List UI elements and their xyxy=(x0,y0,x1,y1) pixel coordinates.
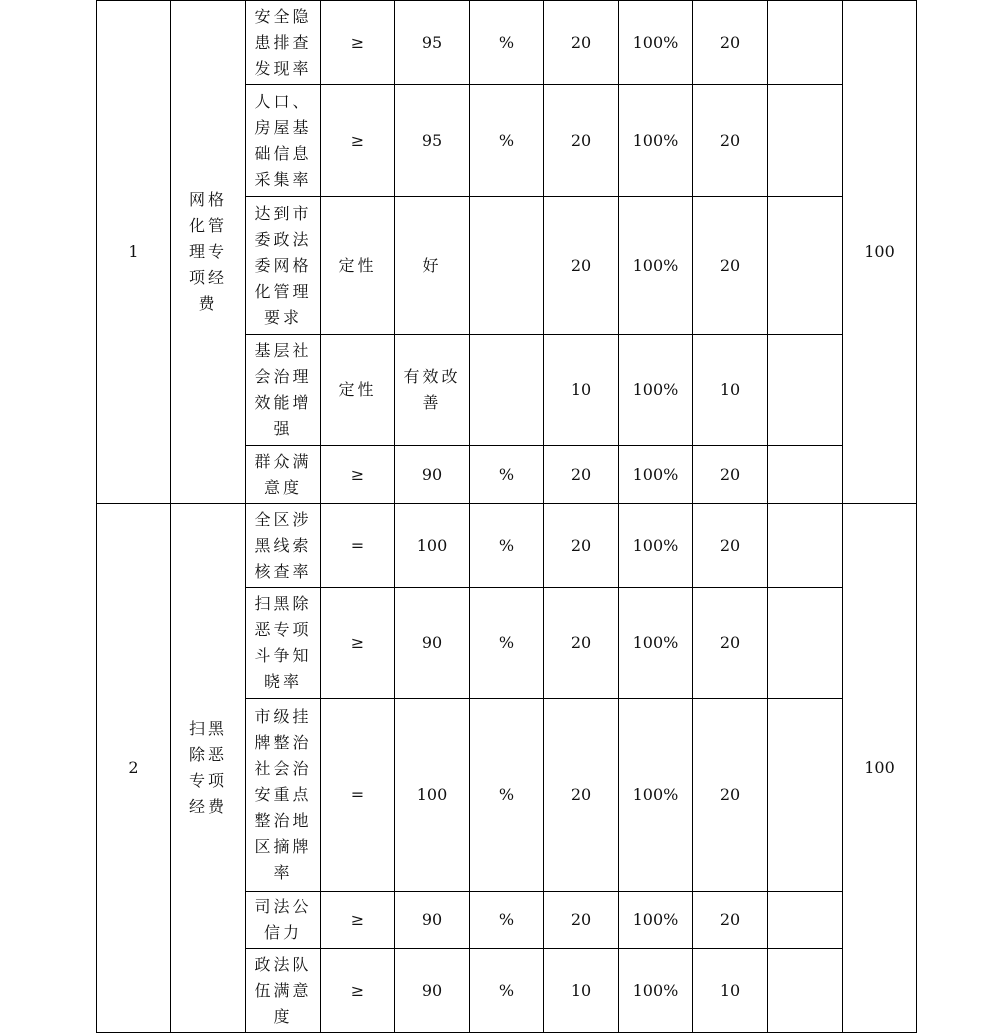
empty-cell xyxy=(768,446,843,504)
score-cell: 20 xyxy=(693,588,768,699)
empty-cell xyxy=(768,335,843,446)
indicator-name: 政法队伍满意度 xyxy=(254,954,312,1026)
seq-cell: 2 xyxy=(97,504,171,1033)
indicator-name: 市级挂牌整治社会治安重点整治地区摘牌率 xyxy=(254,707,312,882)
empty-cell xyxy=(768,1,843,85)
project-name: 扫黑除恶专项经费 xyxy=(188,719,227,816)
project-cell xyxy=(171,1,246,504)
completion-rate-cell: 100% xyxy=(619,1,693,85)
weight-cell: 20 xyxy=(544,588,619,699)
indicator-cell xyxy=(246,892,321,949)
completion-rate-cell: 100% xyxy=(619,85,693,197)
unit-cell: % xyxy=(470,446,544,504)
indicator-cell xyxy=(246,588,321,699)
table-row xyxy=(97,1,917,85)
indicator-cell xyxy=(246,949,321,1033)
completion-rate-cell: 100% xyxy=(619,588,693,699)
operator-cell: ≥ xyxy=(321,446,395,504)
unit-cell: % xyxy=(470,504,544,588)
empty-cell xyxy=(768,699,843,892)
score-cell: 20 xyxy=(693,85,768,197)
weight-cell: 20 xyxy=(544,446,619,504)
indicator-cell xyxy=(246,335,321,446)
target-value-cell: 90 xyxy=(395,949,470,1033)
weight-cell: 20 xyxy=(544,504,619,588)
empty-cell xyxy=(768,85,843,197)
weight-cell: 20 xyxy=(544,85,619,197)
indicator-cell xyxy=(246,446,321,504)
table-row xyxy=(97,504,917,588)
completion-rate-cell: 100% xyxy=(619,699,693,892)
target-value-cell: 100 xyxy=(395,699,470,892)
performance-table xyxy=(96,0,917,1033)
seq-cell: 1 xyxy=(97,1,171,504)
score-cell: 20 xyxy=(693,892,768,949)
target-value-cell: 95 xyxy=(395,1,470,85)
target-value-text: 有效改善 xyxy=(403,367,461,412)
score-cell: 20 xyxy=(693,1,768,85)
empty-cell xyxy=(768,892,843,949)
target-value-cell: 95 xyxy=(395,85,470,197)
unit-cell: % xyxy=(470,699,544,892)
indicator-name: 群众满意度 xyxy=(254,451,312,497)
unit-cell: % xyxy=(470,892,544,949)
indicator-cell xyxy=(246,699,321,892)
weight-cell: 10 xyxy=(544,335,619,446)
completion-rate-cell: 100% xyxy=(619,949,693,1033)
indicator-name: 基层社会治理效能增强 xyxy=(254,341,312,438)
completion-rate-cell: 100% xyxy=(619,197,693,335)
target-value-cell xyxy=(395,335,470,446)
empty-cell xyxy=(768,949,843,1033)
completion-rate-cell: 100% xyxy=(619,335,693,446)
target-value-cell: 90 xyxy=(395,446,470,504)
completion-rate-cell: 100% xyxy=(619,892,693,949)
target-value-cell: 90 xyxy=(395,892,470,949)
indicator-cell xyxy=(246,197,321,335)
completion-rate-cell: 100% xyxy=(619,446,693,504)
weight-cell: 20 xyxy=(544,197,619,335)
target-value-cell: 好 xyxy=(395,197,470,335)
score-cell: 10 xyxy=(693,949,768,1033)
project-cell xyxy=(171,504,246,1033)
indicator-name: 安全隐患排查发现率 xyxy=(254,6,312,78)
score-cell: 20 xyxy=(693,699,768,892)
operator-cell: = xyxy=(321,504,395,588)
project-name: 网格化管理专项经费 xyxy=(188,190,227,313)
empty-cell xyxy=(768,197,843,335)
completion-rate-cell: 100% xyxy=(619,504,693,588)
target-value-cell: 100 xyxy=(395,504,470,588)
unit-cell xyxy=(470,197,544,335)
operator-cell: = xyxy=(321,699,395,892)
score-cell: 20 xyxy=(693,197,768,335)
unit-cell: % xyxy=(470,588,544,699)
operator-cell: ≥ xyxy=(321,949,395,1033)
unit-cell: % xyxy=(470,949,544,1033)
unit-cell xyxy=(470,335,544,446)
indicator-name: 司法公信力 xyxy=(254,897,312,942)
indicator-name: 扫黑除恶专项斗争知晓率 xyxy=(254,594,312,691)
weight-cell: 10 xyxy=(544,949,619,1033)
score-cell: 20 xyxy=(693,446,768,504)
indicator-name: 达到市委政法委网格化管理要求 xyxy=(254,203,312,327)
indicator-cell xyxy=(246,85,321,197)
unit-cell: % xyxy=(470,85,544,197)
unit-cell: % xyxy=(470,1,544,85)
total-score-cell: 100 xyxy=(843,1,917,504)
score-cell: 10 xyxy=(693,335,768,446)
operator-cell: ≥ xyxy=(321,85,395,197)
indicator-cell xyxy=(246,1,321,85)
score-cell: 20 xyxy=(693,504,768,588)
weight-cell: 20 xyxy=(544,892,619,949)
indicator-cell xyxy=(246,504,321,588)
operator-cell: ≥ xyxy=(321,588,395,699)
indicator-name: 人口、房屋基础信息采集率 xyxy=(254,91,312,189)
empty-cell xyxy=(768,504,843,588)
operator-cell: 定性 xyxy=(321,197,395,335)
weight-cell: 20 xyxy=(544,1,619,85)
total-score-cell: 100 xyxy=(843,504,917,1033)
weight-cell: 20 xyxy=(544,699,619,892)
indicator-name: 全区涉黑线索核查率 xyxy=(254,509,312,581)
target-value-cell: 90 xyxy=(395,588,470,699)
operator-cell: 定性 xyxy=(321,335,395,446)
operator-cell: ≥ xyxy=(321,1,395,85)
operator-cell: ≥ xyxy=(321,892,395,949)
empty-cell xyxy=(768,588,843,699)
